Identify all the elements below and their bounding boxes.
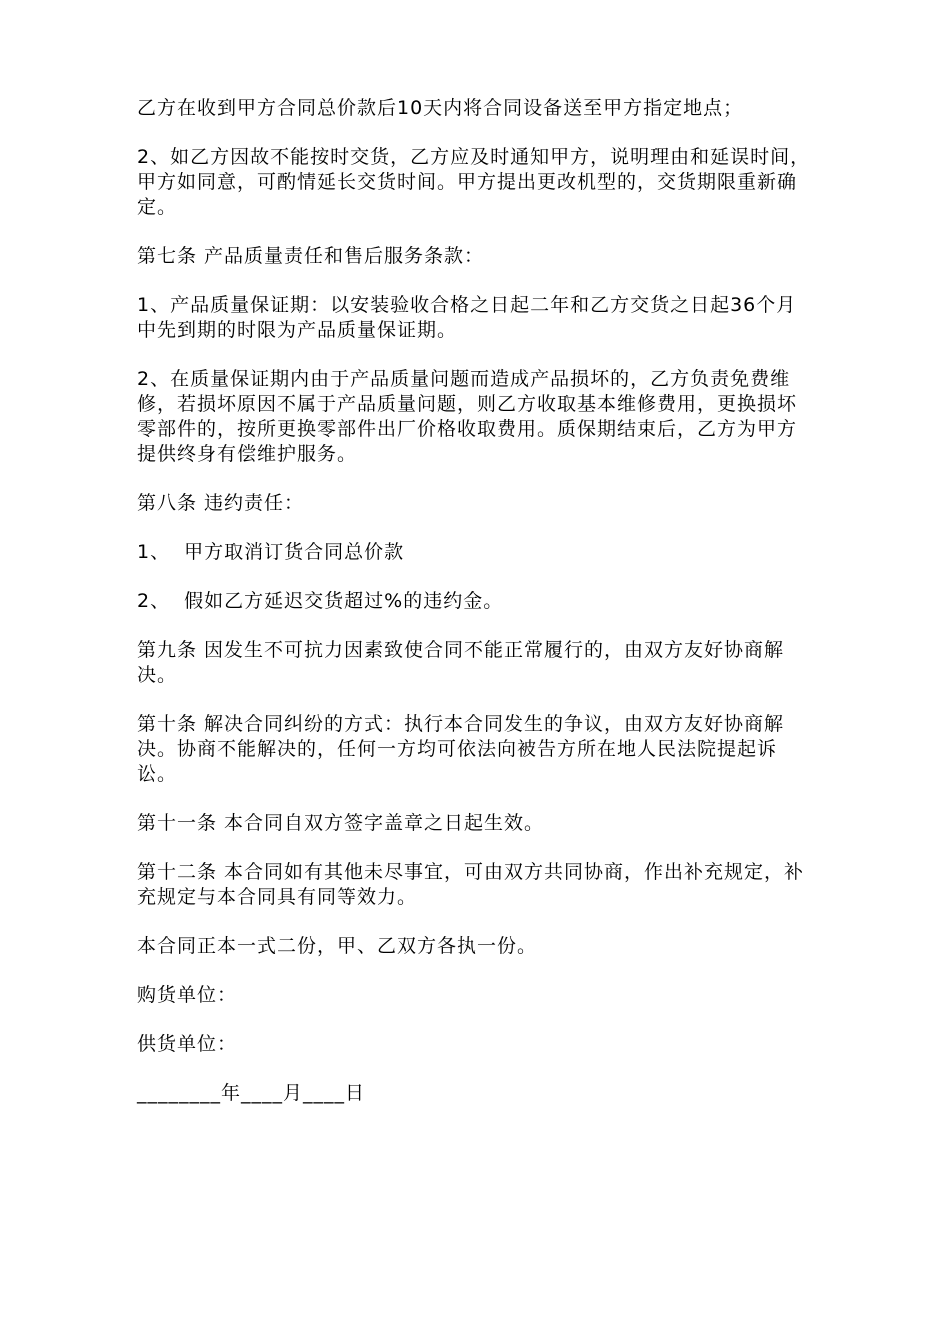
paragraph-warranty-repair: 2、在质量保证期内由于产品质量问题而造成产品损坏的，乙方负责免费维修，若损坏原因不属于产品质量问题，则乙方收取基本维修费用，更换损坏零部件的，按所更换零部件出厂价格收取费用。质保期结束后，乙方为甲方提供终身有偿维护服务。 [137,368,798,465]
paragraph-delivery-delay: 2、如乙方因故不能按时交货，乙方应及时通知甲方，说明理由和延误时间，甲方如同意，可酌情延长交货时间。甲方提出更改机型的，交货期限重新确定。 [137,146,811,218]
article-11: 第十一条 本合同自双方签字盖章之日起生效。 [137,812,545,834]
breach-item-2: 2、 假如乙方延迟交货超过%的违约金。 [137,590,504,612]
paragraph-delivery-timeline: 乙方在收到甲方合同总价款后10天内将合同设备送至甲方指定地点； [137,97,744,119]
article-10: 第十条 解决合同纠纷的方式：执行本合同发生的争议，由双方友好协商解决。协商不能解决的，任何一方均可依法向被告方所在地人民法院提起诉讼。 [137,713,785,785]
article-8-heading: 第八条 违约责任： [137,492,305,514]
supplier-signature-line: 供货单位： [137,1033,238,1055]
document-body [137,96,813,1106]
article-12: 第十二条 本合同如有其他未尽事宜，可由双方共同协商，作出补充规定，补充规定与本合同具有同等效力。 [137,861,805,908]
copies-clause: 本合同正本一式二份，甲、乙双方各执一份。 [137,935,538,957]
article-9: 第九条 因发生不可抗力因素致使合同不能正常履行的，由双方友好协商解决。 [137,639,785,686]
buyer-signature-line: 购货单位： [137,984,238,1006]
breach-item-1: 1、 甲方取消订货合同总价款 [137,541,405,563]
article-7-heading: 第七条 产品质量责任和售后服务条款： [137,245,485,267]
paragraph-warranty-period: 1、产品质量保证期：以安装验收合格之日起二年和乙方交货之日起36个月中先到期的时限为产品质量保证期。 [137,294,797,341]
date-line: ________年____月____日 [137,1082,366,1104]
